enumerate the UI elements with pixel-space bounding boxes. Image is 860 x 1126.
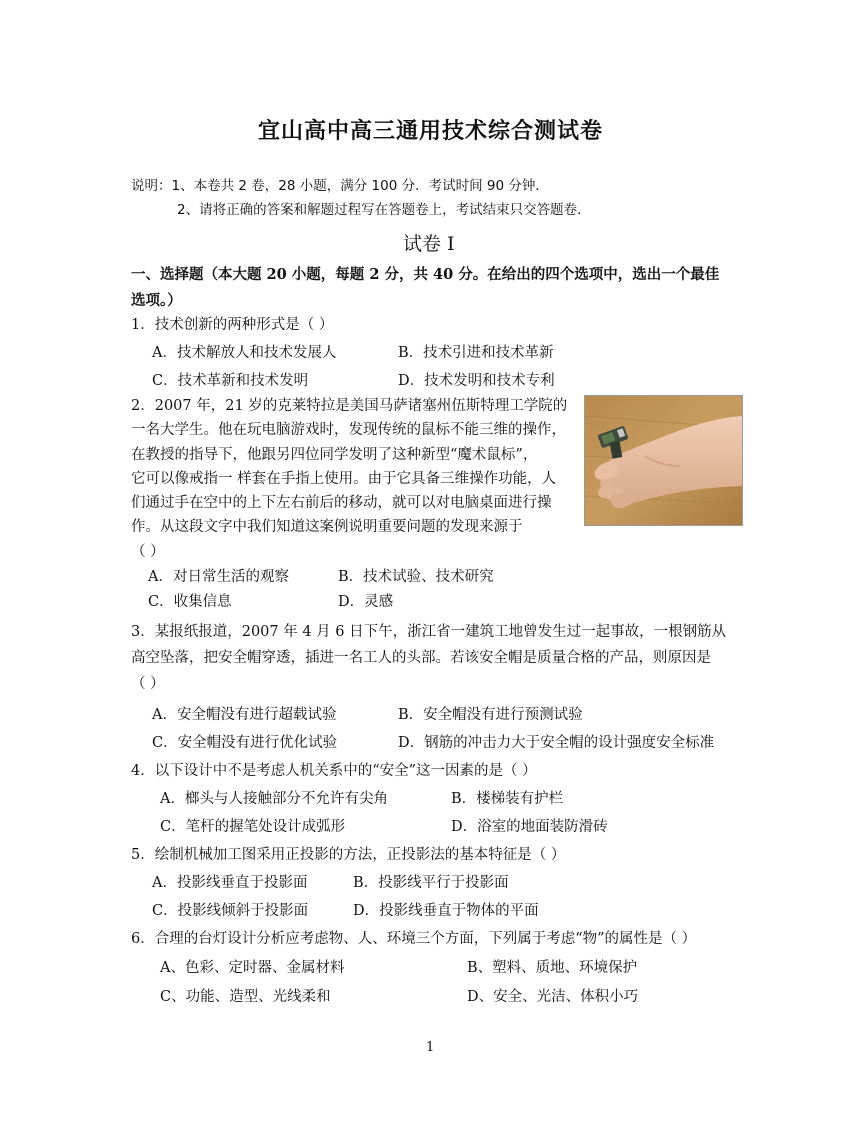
q1-option-c: C．技术革新和技术发明 (152, 373, 309, 389)
q2-option-b: B．技术试验、技术研究 (338, 569, 494, 585)
q4-option-d: D．浴室的地面装防滑砖 (451, 819, 608, 835)
q3-line: （ ） (131, 676, 165, 692)
q5-stem: 5．绘制机械加工图采用正投影的方法，正投影法的基本特征是（ ） (131, 847, 566, 863)
q2-option-c: C．收集信息 (148, 594, 232, 610)
hand-with-ring-mouse-photo (584, 395, 743, 526)
q3-line: 3．某报纸报道，2007 年 4 月 6 日下午，浙江省一建筑工地曾发生过一起事故，一根钢筋从 (131, 624, 727, 640)
part1-heading-line1: 一、选择题（本大题 20 小题，每题 2 分，共 40 分。在给出的四个选项中，选出一个最佳 (131, 266, 720, 283)
q2-line: 它可以像戒指一 样套在手指上使用。由于它具备三维操作功能，人 (131, 471, 557, 487)
q3-option-b: B．安全帽没有进行预测试验 (398, 707, 583, 723)
q3-line: 高空坠落，把安全帽穿透，插进一名工人的头部。若该安全帽是质量合格的产品，则原因是 (131, 650, 711, 666)
q2-option-d: D．灵感 (338, 594, 394, 610)
q3-option-d: D．钢筋的冲击力大于安全帽的设计强度安全标准 (398, 735, 715, 751)
photo-drawing (585, 396, 742, 525)
q4-option-c: C．笔杆的握笔处设计成弧形 (160, 819, 346, 835)
q2-line: 作。从这段文字中我们知道这案例说明重要问题的发现来源于 (131, 519, 523, 535)
q5-option-d: D．投影线垂直于物体的平面 (353, 903, 539, 919)
q1-option-d: D．技术发明和技术专利 (398, 373, 555, 389)
q2-line: 一名大学生。他在玩电脑游戏时，发现传统的鼠标不能三维的操作， (131, 422, 566, 438)
q2-line: 们通过手在空中的上下左右前后的移动，就可以对电脑桌面进行操 (131, 495, 552, 511)
q5-option-a: A．投影线垂直于投影面 (152, 875, 308, 891)
q4-stem: 4．以下设计中不是考虑人机关系中的“安全”这一因素的是（ ） (131, 763, 537, 779)
page-title: 宜山高中高三通用技术综合测试卷 (258, 118, 604, 144)
q6-option-d: D、安全、光洁、体积小巧 (467, 989, 639, 1005)
q6-stem: 6．合理的台灯设计分析应考虑物、人、环境三个方面，下列属于考虑“物”的属性是（ ） (131, 931, 697, 947)
q3-option-a: A．安全帽没有进行超载试验 (152, 707, 337, 723)
q5-option-b: B．投影线平行于投影面 (353, 875, 509, 891)
q4-option-a: A．榔头与人接触部分不允许有尖角 (160, 791, 388, 807)
q6-option-a: A、色彩、定时器、金属材料 (160, 960, 345, 976)
note-line-2: 2、请将正确的答案和解题过程写在答题卷上，考试结束只交答题卷． (177, 202, 591, 218)
q5-option-c: C．投影线倾斜于投影面 (152, 903, 309, 919)
q6-option-b: B、塑料、质地、环境保护 (467, 960, 638, 976)
note-line-1: 说明：1、本卷共 2 卷，28 小题，满分 100 分．考试时间 90 分钟． (131, 178, 549, 194)
q2-option-a: A．对日常生活的观察 (148, 569, 289, 585)
q2-line: 在教授的指导下，他跟另四位同学发明了这种新型“魔术鼠标”， (131, 447, 538, 463)
q2-line: （ ） (131, 544, 165, 560)
section-title: 试卷 I (403, 233, 455, 255)
part1-heading-line2: 选项。） (131, 292, 182, 309)
page-number: 1 (426, 1040, 435, 1055)
q2-line: 2．2007 年，21 岁的克莱特拉是美国马萨诸塞州伍斯特理工学院的 (131, 398, 568, 414)
q3-option-c: C．安全帽没有进行优化试验 (152, 735, 338, 751)
q1-option-b: B．技术引进和技术革新 (398, 345, 554, 361)
q4-option-b: B．楼梯装有护栏 (451, 791, 564, 807)
q1-stem: 1．技术创新的两种形式是（ ） (131, 317, 334, 333)
q6-option-c: C、功能、造型、光线柔和 (160, 989, 331, 1005)
q1-option-a: A．技术解放人和技术发展人 (152, 345, 337, 361)
